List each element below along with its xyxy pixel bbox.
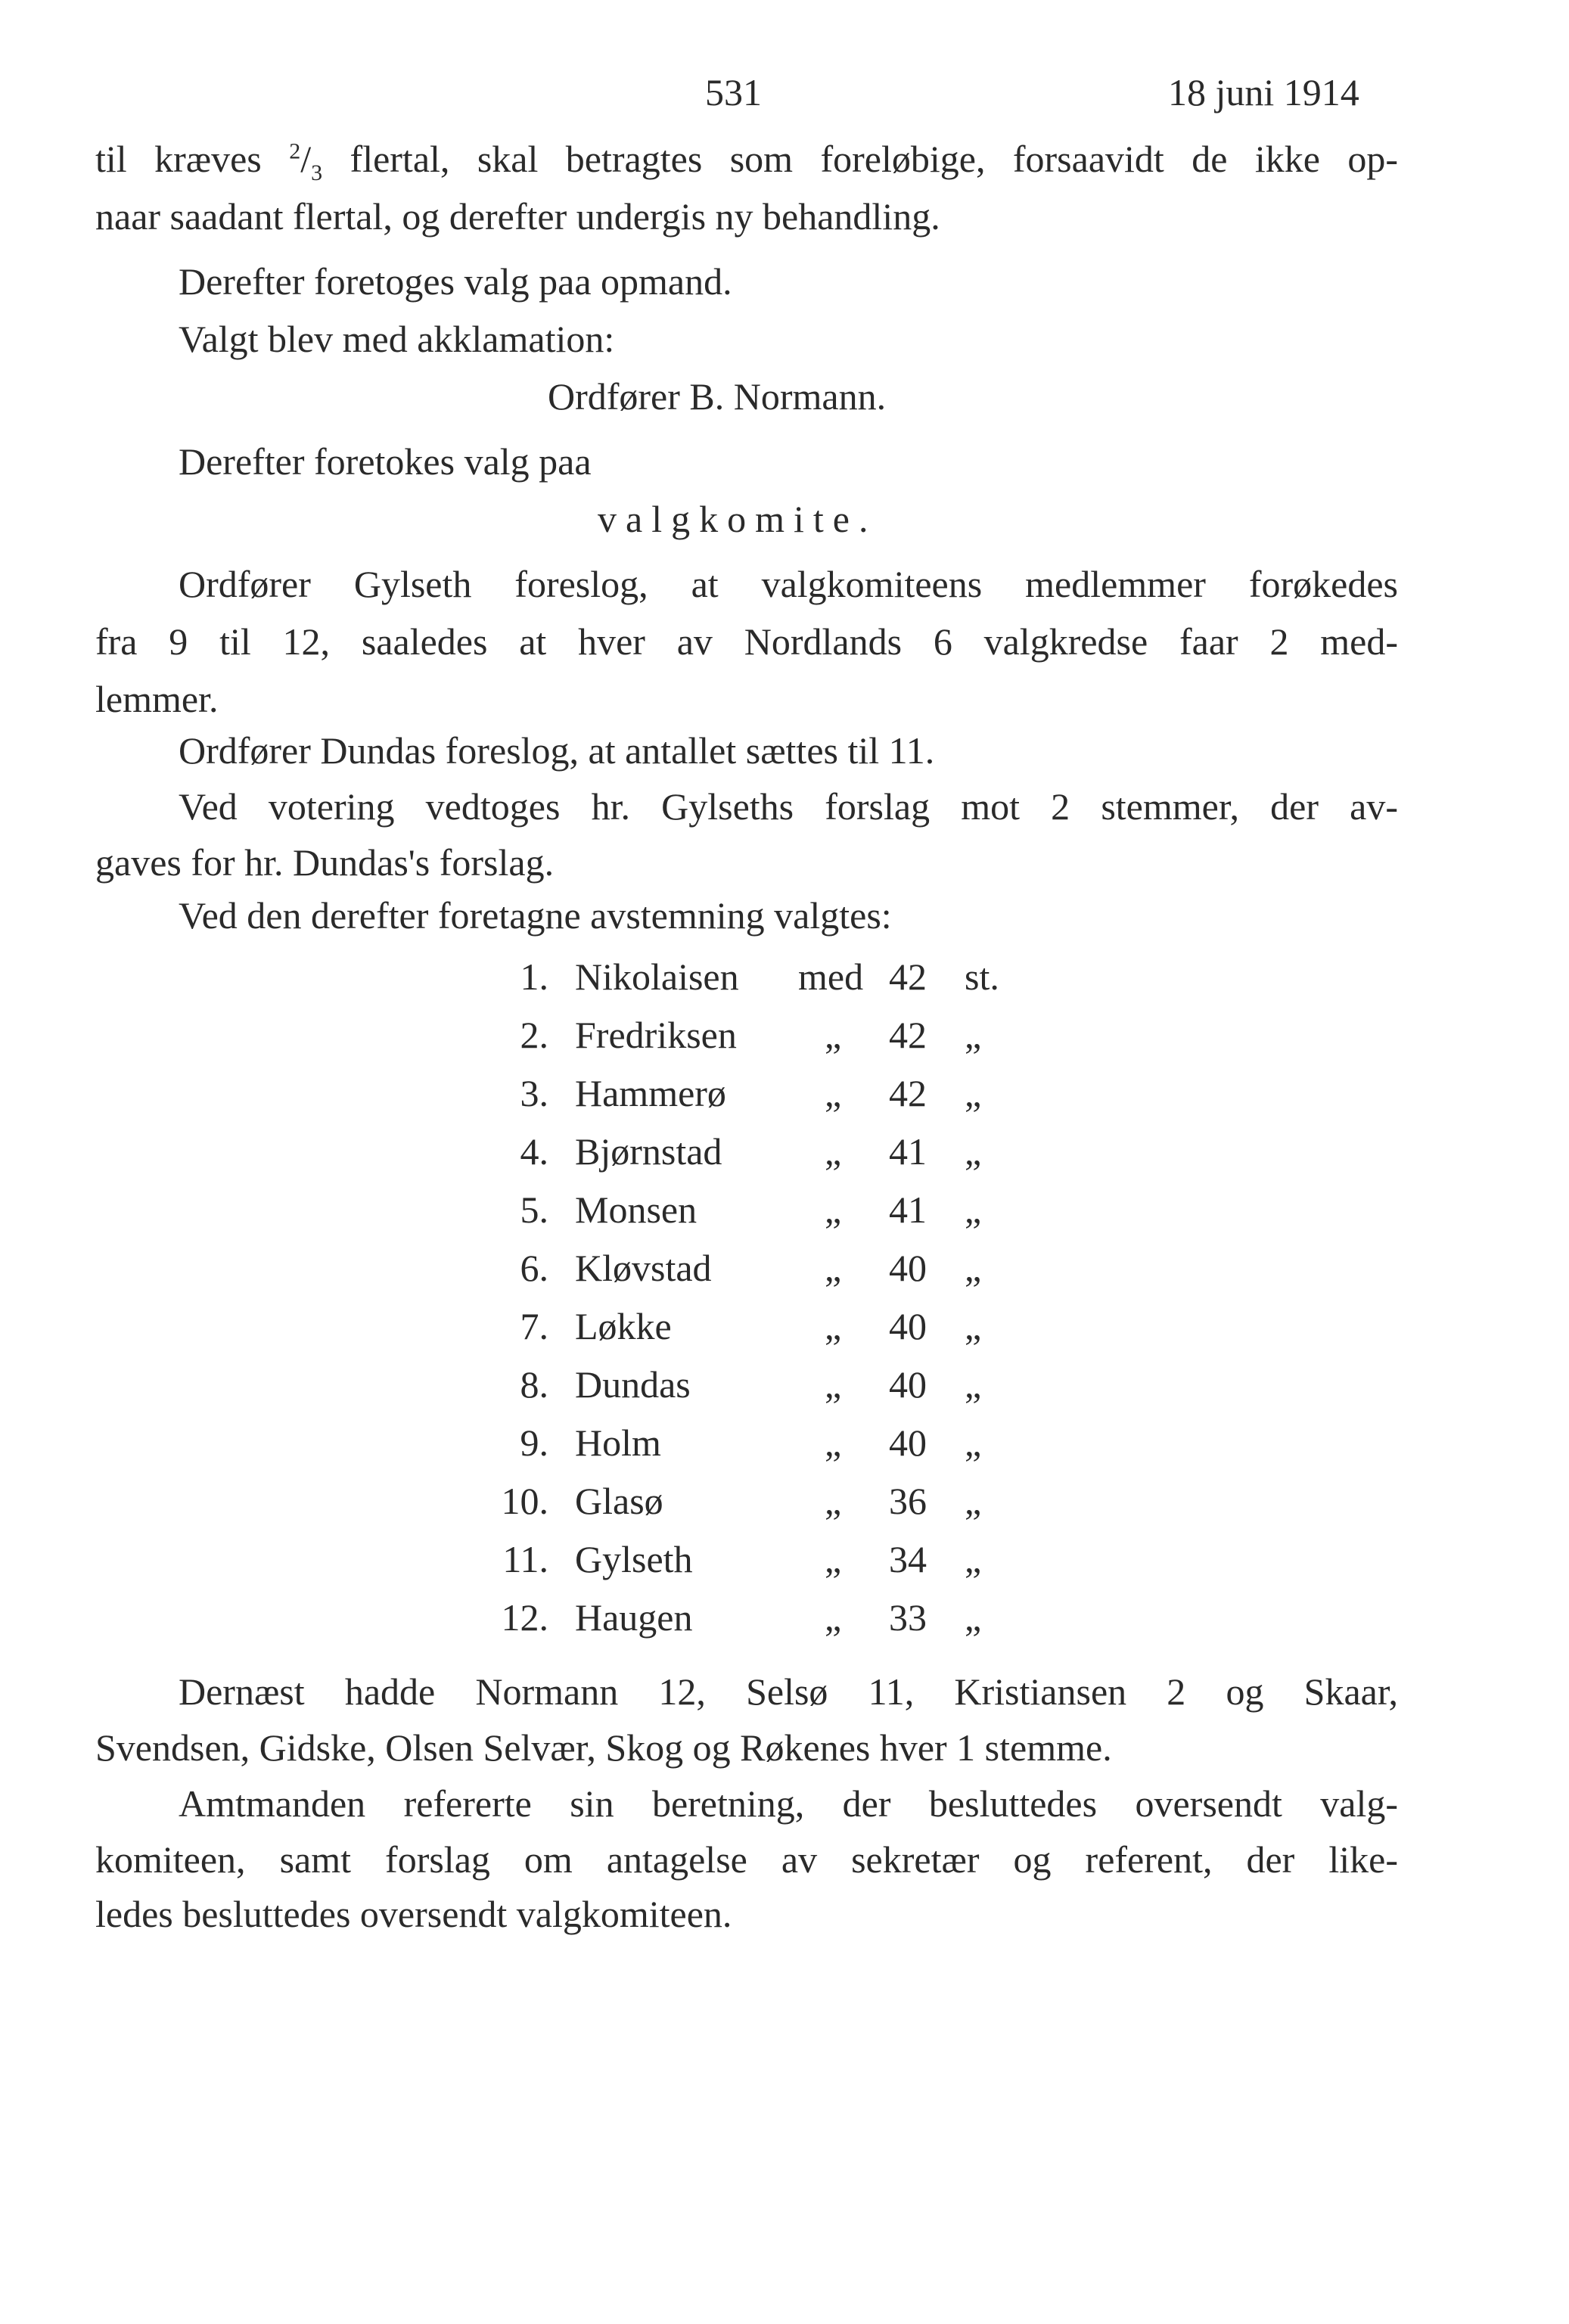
paragraph-1-line-1: til kræves $^2/_3$ flertal, skal betragtes som foreløbige, forsaavidt de ikke op- (95, 138, 1399, 185)
paragraph-12-line-1: Amtmanden refererte sin beretning, der besluttedes oversendt valg- (179, 1782, 1398, 1825)
paragraph-7-line-2: fra 9 til 12, saaledes at hver av Nordlands 6 valgkredse faar 2 med- (95, 620, 1398, 663)
paragraph-9-line-1: Ved votering vedtoges hr. Gylseths forslag mot 2 stemmer, der av- (179, 785, 1398, 828)
paragraph-11-line-1: Dernæst hadde Normann 12, Selsø 11, Kristiansen 2 og Skaar, (179, 1670, 1398, 1713)
paragraph-3: Valgt blev med akklamation: (179, 318, 615, 360)
paragraph-12-line-2: komiteen, samt forslag om antagelse av sekretær og referent, der like- (95, 1838, 1398, 1881)
table-row: 5. Monsen „ 41 „ (520, 1188, 982, 1231)
section-heading: valgkomite. (598, 498, 878, 540)
paragraph-8: Ordfører Dundas foreslog, at antallet sættes til 11. (179, 729, 935, 772)
table-row: 11. Gylseth „ 34 „ (502, 1538, 982, 1580)
table-row: 3. Hammerø „ 42 „ (520, 1072, 982, 1114)
paragraph-1-line-2: naar saadant flertal, og derefter undergis ny behandling. (95, 195, 940, 238)
table-row: 9. Holm „ 40 „ (520, 1421, 982, 1464)
table-row: 2. Fredriksen „ 42 „ (520, 1014, 982, 1056)
table-row: 10. Glasø „ 36 „ (501, 1480, 982, 1522)
page-number: 531 (705, 71, 762, 113)
table-row: 4. Bjørnstad „ 41 „ (520, 1130, 982, 1173)
table-row: 6. Kløvstad „ 40 „ (520, 1247, 982, 1289)
paragraph-7-line-1: Ordfører Gylseth foreslog, at valgkomiteens medlemmer forøkedes (179, 563, 1398, 605)
table-row: 7. Løkke „ 40 „ (520, 1305, 982, 1347)
paragraph-11-line-2: Svendsen, Gidske, Olsen Selvær, Skog og Røkenes hver 1 stemme. (95, 1726, 1112, 1769)
results-table (484, 955, 1029, 1654)
paragraph-2: Derefter foretoges valg paa opmand. (179, 260, 732, 303)
fraction: $^2/_3$ (289, 138, 323, 185)
paragraph-12-line-3: ledes besluttedes oversendt valgkomiteen. (95, 1893, 732, 1935)
table-row: 12. Haugen „ 33 „ (501, 1596, 982, 1639)
paragraph-4: Ordfører B. Normann. (548, 375, 887, 418)
page-date: 18 juni 1914 (1168, 71, 1359, 113)
table-row: 1. Nikolaisen med 42 st. (520, 955, 999, 998)
table-row: 8. Dundas „ 40 „ (520, 1363, 982, 1406)
paragraph-9-line-2: gaves for hr. Dundas's forslag. (95, 841, 555, 884)
paragraph-5: Derefter foretokes valg paa (179, 440, 592, 483)
paragraph-10: Ved den derefter foretagne avstemning valgtes: (179, 894, 892, 937)
paragraph-7-line-3: lemmer. (95, 678, 219, 720)
